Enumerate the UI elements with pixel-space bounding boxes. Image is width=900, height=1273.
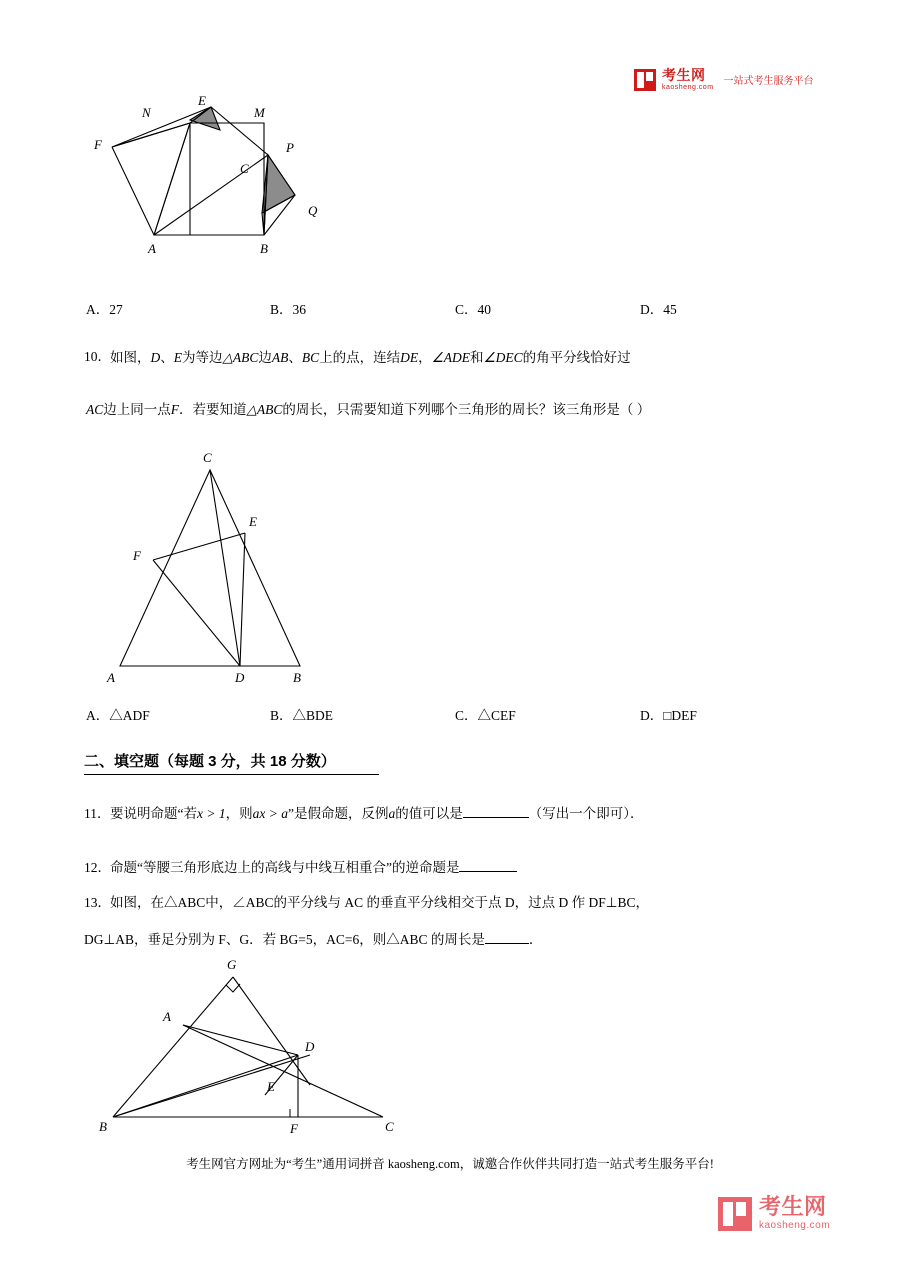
q10-option-a: A．△ADF (86, 708, 150, 723)
brand-logo-top (634, 68, 814, 91)
brand-name-en-bottom: kaosheng.com (759, 1220, 831, 1231)
figure13-label-B: B (99, 1119, 107, 1134)
brand-text (662, 68, 714, 91)
q10-l1-p: ∠DEC (483, 350, 523, 365)
q10-l2-c: F (170, 402, 180, 417)
figure9-label-E: E (198, 95, 206, 108)
figure10-label-F: F (133, 548, 141, 563)
q10-l1-g: 边 (258, 350, 272, 365)
q11-text (110, 804, 643, 824)
q10-l1-n: ∠ADE (431, 350, 471, 365)
q10-l1-o: 和 (470, 350, 484, 365)
figure13-label-G: G (227, 957, 237, 972)
q10-option-d: D．□DEF (640, 708, 697, 723)
q12-answer-blank (459, 858, 517, 872)
q10-l1-c: 、 (160, 350, 174, 365)
q10-l2-b: 边上同一点 (103, 402, 171, 417)
figure10-label-A: A (107, 670, 115, 685)
figure9-label-Q: Q (308, 203, 318, 218)
figure9-label-B: B (260, 241, 268, 256)
section-2-title: 二、填空题（每题 3 分，共 18 分数） (84, 753, 336, 770)
page-footer: 考生网官方网址为“考生”通用词拼音 kaosheng.com，诚邀合作伙伴共同打造一站式考生服务平台! (186, 1157, 714, 1171)
figure-question-13 (85, 955, 415, 1140)
figure9-label-F: F (94, 137, 102, 152)
q12-t1: 命题“等腰三角形底边上的高线与中线互相重合”的逆命题是 (110, 860, 460, 875)
q13-answer-blank (485, 930, 529, 944)
q11-t5: ”是假命题，反例 (287, 806, 389, 821)
brand-logo-bottom (718, 1196, 830, 1231)
figure13-label-E: E (267, 1079, 275, 1094)
figure-question-9 (80, 95, 360, 280)
q13-l2a: DG⊥AB，垂足分别为 F、G．若 BG=5，AC=6，则△ABC 的周长是 (84, 932, 485, 947)
figure13-label-C: C (385, 1119, 394, 1134)
q13-line2 (84, 930, 542, 950)
q10-l1-d: E (173, 350, 182, 365)
q10-option-c: C．△CEF (455, 708, 516, 723)
q10-l1-b: D (150, 350, 161, 365)
figure10-label-B: B (293, 670, 301, 685)
q10-l2-d: ．若要知道 (179, 402, 247, 417)
brand-name-cn-bottom: 考生网 (759, 1194, 827, 1219)
figure10-label-C: C (203, 450, 212, 465)
figure13-label-F: F (290, 1121, 298, 1136)
q10-l1-m: ， (418, 350, 432, 365)
q10-l1-l: DE (400, 350, 419, 365)
q10-number: 10． (84, 349, 111, 364)
figure13-label-A: A (163, 1009, 171, 1024)
q10-l1-q: 的角平分线恰好过 (522, 350, 631, 365)
brand-slogan: 一站式考生服务平台 (723, 76, 814, 87)
kaosheng-logo-icon-bottom (718, 1197, 752, 1231)
q11-t3: ，则 (225, 806, 253, 821)
q10-l1-h: AB (271, 350, 289, 365)
figure-question-10 (85, 448, 335, 688)
q9-option-d: D．45 (640, 302, 677, 317)
q11-t1: 要说明命题“若 (110, 806, 197, 821)
q9-option-a: A．27 (86, 302, 123, 317)
q11-t6: a (388, 806, 396, 821)
q11-t4: ax > a (252, 806, 288, 821)
q11-t2: x > 1 (197, 806, 226, 821)
figure9-label-N: N (142, 105, 151, 120)
q10-stem-line1 (110, 348, 631, 368)
figure13-label-D: D (305, 1039, 315, 1054)
q12-number: 12． (84, 860, 111, 875)
figure10-label-E: E (249, 514, 257, 529)
q9-option-b: B．36 (270, 302, 307, 317)
q10-stem-line2 (86, 400, 650, 420)
q9-option-c: C．40 (455, 302, 492, 317)
brand-text-bottom (759, 1196, 830, 1231)
q10-l1-j: BC (301, 350, 320, 365)
q10-l2-f: 的周长，只需要知道下列哪个三角形的周长？该三角形是（ ） (282, 402, 651, 417)
q10-l2-e: △ABC (246, 402, 283, 417)
q10-l2-a: AC (86, 402, 104, 417)
brand-name-en: kaosheng.com (662, 84, 714, 91)
q10-l1-a: 如图， (110, 350, 151, 365)
q10-l1-e: 为等边 (182, 350, 223, 365)
q13-line1: 如图，在△ABC中，∠ABC的平分线与 AC 的垂直平分线相交于点 D，过点 D 作 DF⊥BC， (110, 895, 650, 910)
figure9-label-A: A (148, 241, 156, 256)
q11-answer-blank (463, 804, 529, 818)
q13-l2b: ． (528, 932, 543, 947)
q10-l1-i: 、 (288, 350, 302, 365)
figure9-label-M: M (254, 105, 265, 120)
brand-name-cn: 考生网 (662, 67, 706, 83)
q13-number: 13． (84, 895, 111, 910)
figure9-label-C: C (240, 161, 249, 176)
figure10-label-D: D (235, 670, 245, 685)
section-2-underline (84, 774, 379, 775)
kaosheng-logo-icon (634, 69, 656, 91)
q11-t8: （写出一个即可）． (528, 806, 644, 821)
q10-option-b: B．△BDE (270, 708, 334, 723)
q10-l1-f: △ABC (222, 350, 259, 365)
q10-l1-k: 上的点，连结 (319, 350, 401, 365)
figure9-label-P: P (286, 140, 294, 155)
q11-t7: 的值可以是 (395, 806, 463, 821)
q11-number: 11． (84, 806, 111, 821)
q12-text (110, 858, 517, 878)
